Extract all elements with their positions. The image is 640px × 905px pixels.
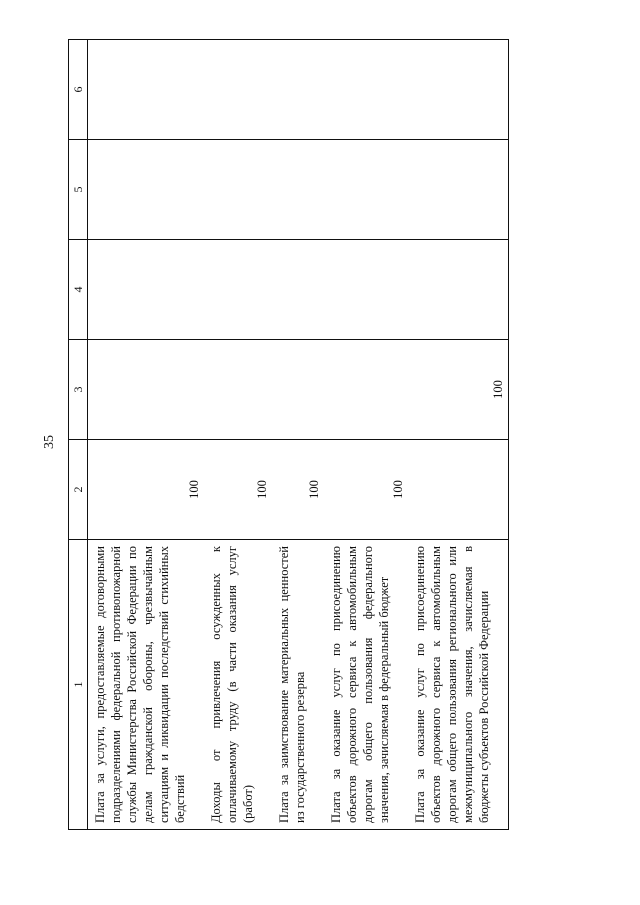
row-col2-value: 100 — [204, 440, 272, 540]
row-col2-value — [408, 440, 509, 540]
row-name: Плата за услуги, предоставляемые договорными подразделениями федеральной противопожарной службы Министерства Российской Федерации по делам гражданской обороны, чрезвычайным ситуациям и ликвидации последствий стихийных бедствий — [88, 540, 205, 830]
row-name: Плата за оказание услуг по присоединению объектов дорожного сервиса к автомобильным дорогам общего пользования федерального значения, зачисляемая в федеральный бюджет — [324, 540, 408, 830]
row-name: Доходы от привлечения осужденных к оплачиваемому труду (в части оказания услуг (работ) — [204, 540, 272, 830]
header-col-6: 6 — [69, 40, 88, 140]
revenue-distribution-table — [68, 39, 509, 830]
header-col-2: 2 — [69, 440, 88, 540]
rotated-table-frame — [68, 40, 588, 830]
table-container — [68, 40, 505, 823]
row-col2-value: 100 — [88, 440, 205, 540]
row-col2-value: 100 — [324, 440, 408, 540]
table-row — [88, 40, 205, 830]
table-row — [204, 40, 272, 830]
row-col4-value — [88, 240, 205, 340]
row-name: Плата за заимствование материальных ценностей из государственного резерва — [272, 540, 324, 830]
row-col4-value — [324, 240, 408, 340]
row-col5-value — [408, 140, 509, 240]
row-col5-value — [204, 140, 272, 240]
row-col3-value — [204, 340, 272, 440]
row-name: Плата за оказание услуг по присоединению объектов дорожного сервиса к автомобильным дорогам общего пользования регионального или межмуниципального значения, зачисляемая в бюджеты субъектов Российской Федерации — [408, 540, 509, 830]
row-col3-value: 100 — [408, 340, 509, 440]
row-col6-value — [272, 40, 324, 140]
table-row — [408, 40, 509, 830]
row-col4-value — [204, 240, 272, 340]
row-col6-value — [204, 40, 272, 140]
row-col4-value — [408, 240, 509, 340]
row-col5-value — [272, 140, 324, 240]
row-col2-value: 100 — [272, 440, 324, 540]
header-col-4: 4 — [69, 240, 88, 340]
row-col4-value — [272, 240, 324, 340]
table-row — [272, 40, 324, 830]
row-col6-value — [88, 40, 205, 140]
table-row — [324, 40, 408, 830]
row-col5-value — [324, 140, 408, 240]
row-col3-value — [88, 340, 205, 440]
row-col6-value — [408, 40, 509, 140]
header-col-5: 5 — [69, 140, 88, 240]
row-col5-value — [88, 140, 205, 240]
header-col-1: 1 — [69, 540, 88, 830]
row-col3-value — [272, 340, 324, 440]
header-col-3: 3 — [69, 340, 88, 440]
row-col3-value — [324, 340, 408, 440]
page-number: 35 — [42, 435, 57, 449]
row-col6-value — [324, 40, 408, 140]
table-header-row — [69, 40, 88, 830]
